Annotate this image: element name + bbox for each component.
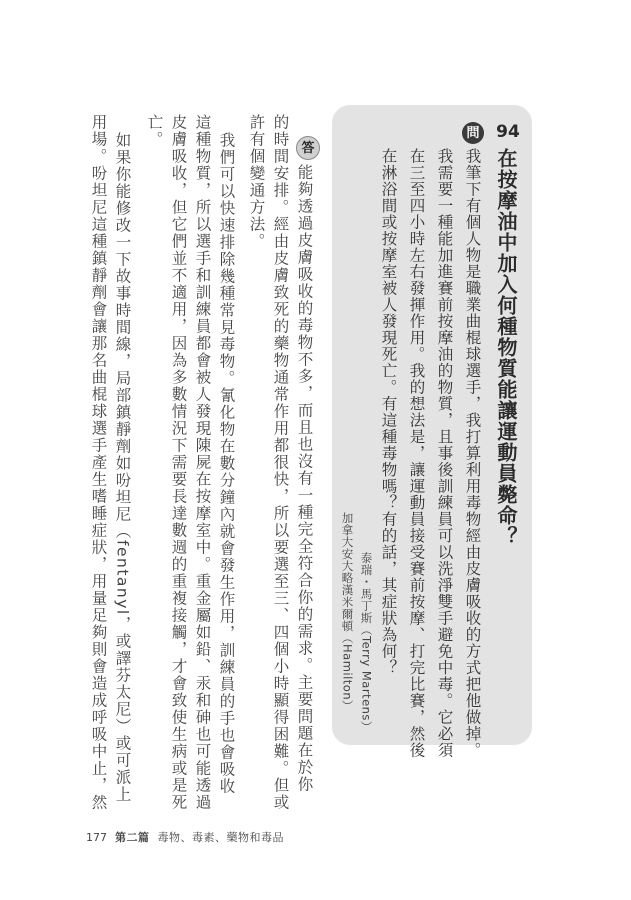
answer-line-8: 如果你能修改一下故事時間線，局部鎮靜劑如吩坦尼（fentanyl，或譯芬太尼）或可派上	[113, 132, 132, 803]
answer-line-3: 許有個變通方法。	[247, 114, 266, 250]
answer-marker-icon: 答	[296, 136, 320, 160]
question-line-3: 在三至四小時左右發揮作用。我的想法是，讓運動員接受賽前按摩、打完比賽，然後	[407, 148, 426, 759]
answer-line-9: 用場。吩坦尼這種鎮靜劑會讓那名曲棍球選手產生嗜睡症狀，用量足夠則會造成呼吸中止，然	[89, 114, 108, 811]
answer-line-6: 皮膚吸收，但它們並不適用，因為多數情況下需要長達數週的重複接觸，才會致使生病或是死	[169, 114, 188, 811]
question-marker-icon: 問	[462, 122, 484, 144]
asker-name: 泰瑞・馬丁斯（Terry Martens）	[359, 552, 374, 733]
page-footer	[86, 829, 284, 845]
answer-line-1: 能夠透過皮膚吸收的毒物不多，而且也沒有一種完全符合你的需求。主要問題在於你	[295, 164, 314, 793]
answer-line-4: 我們可以快速排除幾種常見毒物。氰化物在數分鐘內就會發生作用，訓練員的手也會吸收	[217, 132, 236, 795]
question-number: 94	[496, 122, 520, 142]
answer-line-2: 的時間安排。經由皮膚致死的藥物通常作用都很快，所以要選至三、四個小時顯得困難。但或	[271, 114, 290, 811]
answer-line-7: 亡。	[145, 114, 164, 148]
question-line-2: 我需要一種能加進賽前按摩油的物質，且事後訓練員可以洗淨雙手避免中毒。它必須	[435, 148, 454, 759]
question-line-1: 我筆下有個人物是職業曲棍球選手，我打算利用毒物經由皮膚吸收的方式把他做掉。	[463, 148, 482, 759]
part-label: 第二篇	[115, 831, 150, 844]
page-number: 177	[86, 831, 107, 844]
asker-location: 加拿大安大略漢米爾頓（Hamilton）	[340, 512, 355, 713]
question-title: 在按摩油中加入何種物質能讓運動員斃命？	[494, 148, 518, 547]
question-line-4: 在淋浴間或按摩室被人發現死亡。有這種毒物嗎？有的話，其症狀為何？	[379, 148, 398, 676]
section-title: 毒物、毒素、藥物和毒品	[157, 831, 284, 844]
answer-line-5: 這種物質，所以選手和訓練員都會被人發現陳屍在按摩室中。重金屬如鉛、汞和砷也可能透過	[193, 114, 212, 811]
